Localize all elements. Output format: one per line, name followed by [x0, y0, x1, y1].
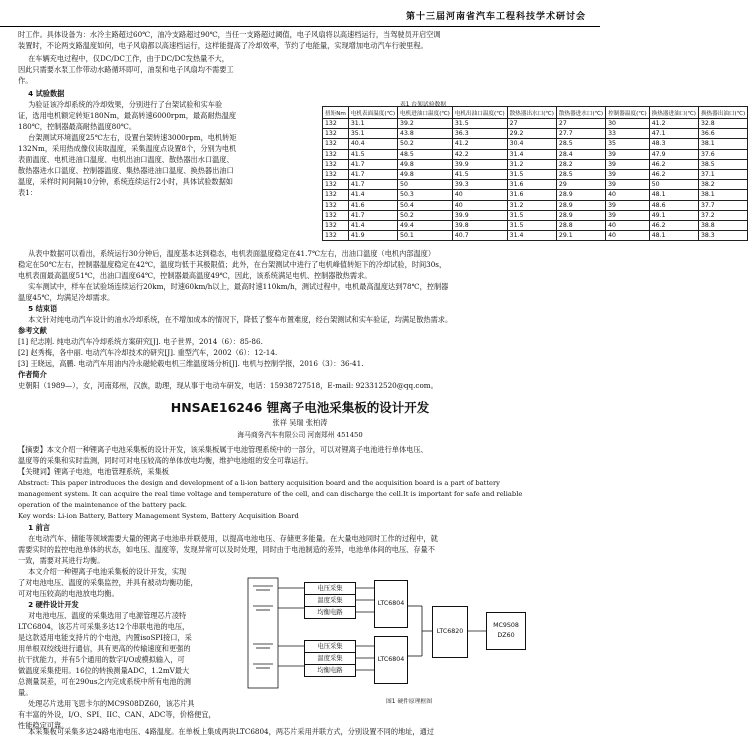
table-cell: 39	[606, 149, 650, 159]
table-header-cell: 换热器出油口(℃)	[698, 107, 747, 119]
table-row	[323, 180, 748, 190]
table-cell: 49.4	[398, 220, 453, 230]
table-cell: 50.4	[398, 200, 453, 210]
table-cell: 40	[606, 231, 650, 241]
table-cell: 132	[323, 129, 349, 139]
table-cell: 39.2	[398, 119, 453, 129]
table-cell: 38.2	[698, 180, 747, 190]
section-4-line: 温度，采样时间间隔10分钟，系统连续运行2小时，具体试验数据如	[18, 177, 233, 186]
table-cell: 28.9	[556, 210, 605, 220]
section-4-line: 180℃，控制器最高耐热温度80℃。	[18, 122, 137, 131]
section-4-line: 台架测试环境温度25℃左右，设置台架转速3000rpm，电机转矩	[28, 133, 237, 142]
table-cell: 39	[606, 210, 650, 220]
table-header-cell: 换热器进油口(℃)	[649, 107, 698, 119]
table-cell: 41.7	[348, 180, 397, 190]
section-4-line: 证，选用电机额定转矩180Nm，最高转速6000rpm，最高耐热温度	[18, 111, 237, 120]
table-cell: 46.2	[649, 159, 698, 169]
table-cell: 38.5	[698, 159, 747, 169]
table-cell: 31.5	[507, 220, 556, 230]
table-1-caption: 表1 台架试验数据	[400, 102, 447, 108]
table-cell: 50.2	[398, 139, 453, 149]
table-cell: 36.6	[698, 129, 747, 139]
table-row	[323, 119, 748, 129]
keywords-cn: 【关键词】锂离子电池，电池管理系统，采集板	[18, 467, 169, 476]
table-header-cell: 扭矩Nm	[323, 107, 349, 119]
table-cell: 36.3	[452, 129, 507, 139]
table-cell: 27	[556, 119, 605, 129]
table-cell: 31.5	[507, 210, 556, 220]
table-cell: 29.2	[507, 129, 556, 139]
table-row	[323, 169, 748, 179]
table-cell: 39	[606, 159, 650, 169]
table-header-cell: 散热器进水口(℃)	[556, 107, 605, 119]
table-cell: 28.4	[556, 149, 605, 159]
table-row	[323, 200, 748, 210]
result-line: 电机表面最高温度51℃，出油口温度64℃，控制器最高温度49℃，因此，该系统满足电机、控制器散热需求。	[18, 271, 372, 280]
abstract-cn-line: 温度等的采集和实时监测，同时可对电压较高的单体放电均衡，维护电池组的安全可靠运行。	[18, 456, 313, 465]
section-1-line: 一致，需要对其进行均衡。	[18, 556, 105, 565]
table-cell: 50.3	[398, 190, 453, 200]
table-cell: 39.9	[452, 210, 507, 220]
body-line: 本采集板可采集多达24路电池电压、4路温度。在单板上集成两块LTC6804，两芯片采用并联方式，分别设置不同的地址，通过	[28, 727, 434, 736]
journal-header	[0, 0, 600, 27]
body-line: 性能稳定可靠。	[18, 721, 69, 730]
table-cell: 28.9	[556, 190, 605, 200]
section-4-line: 132Nm，采用热成像仪读取温度，采集温度点设置8个，分别为电机	[18, 144, 237, 153]
table-cell: 40	[606, 220, 650, 230]
table-row	[323, 190, 748, 200]
references-heading: 参考文献	[18, 326, 47, 335]
table-header-cell: 电机出油口温度(℃)	[452, 107, 507, 119]
table-cell: 37.2	[698, 210, 747, 220]
table-cell: 132	[323, 190, 349, 200]
table-cell: 46.2	[649, 169, 698, 179]
journal-name: 第十三届河南省汽车工程科技学术研讨会	[405, 12, 586, 22]
table-cell: 38.3	[698, 231, 747, 241]
table-cell: 48.6	[649, 200, 698, 210]
table-cell: 132	[323, 119, 349, 129]
table-cell: 132	[323, 210, 349, 220]
table-cell: 40	[606, 190, 650, 200]
mcu-block	[486, 612, 526, 650]
table-cell: 38.1	[698, 190, 747, 200]
body-line: 对电池电压、温度的采集选用了电源管理芯片凌特	[28, 611, 187, 620]
table-cell: 28.5	[556, 169, 605, 179]
table-cell: 41.2	[452, 139, 507, 149]
table-row	[323, 129, 748, 139]
table-cell: 39.9	[452, 159, 507, 169]
body-line: 处理芯片选用飞思卡尔的MC9S08DZ60，该芯片具	[28, 699, 195, 708]
section-4-line: 散热器进水口温度、控制器温度、集热器进油口温度、换热器出油口	[18, 166, 234, 175]
table-cell: 132	[323, 169, 349, 179]
table-header-cell: 散热器出水口(℃)	[507, 107, 556, 119]
ltc6804-block-2: LTC6804	[374, 636, 408, 684]
table-cell: 50.1	[398, 231, 453, 241]
table-cell: 39.8	[452, 220, 507, 230]
section-4-heading: 4 试验数据	[28, 89, 65, 98]
abstract-en-line: Abstract: This paper introduces the design and development of a li-ion battery acquisition board and the acquisition board is a part of battery	[18, 479, 500, 487]
table-cell: 40	[452, 200, 507, 210]
table-row	[323, 210, 748, 220]
section-1-line: 在电动汽车、储能等领域需要大量的锂离子电池串并联使用，以提高电池电压、存储更多能量。在大量电池同时工作的过程中，就	[28, 534, 438, 543]
table-cell: 132	[323, 231, 349, 241]
section-1-line: 需要实时的监控电池单体的状态，如电压、温度等，发现异常可以及时处理，同时由于电池制造的差异，电池单体间的电压、存量不	[18, 545, 435, 554]
reference-item: [1] 纪志刚. 纯电动汽车冷却系统方案研究[J]. 电子世界，2014（6）：85-86.	[18, 337, 263, 346]
left-col-line-2: 因此只需要水泵工作带动水路循环即可，油泵和电子风扇均不需要工	[18, 65, 234, 74]
abstract-en-line: management system. It can acquire the real time voltage and temperature of the cell, and can discharge the cell.It is important for safe and reliable	[18, 490, 523, 498]
body-line: 可对电压较高的电池放电均衡。	[18, 589, 119, 598]
ltc6820-block: LTC6820	[432, 606, 468, 658]
table-cell: 40.7	[452, 231, 507, 241]
table-cell: 38.1	[698, 139, 747, 149]
result-line: 稳定在50℃左右，控制器温度稳定在42℃，温度均低于其极限值；此外，在台架测试中进行了电机峰值转矩下的冷却试验，时间30s，	[18, 260, 447, 269]
section-5-line: 本文针对纯电动汽车设计的油水冷却系统，在不增加成本的情况下，降低了整车布置难度，经台架测试和实车验证，均满足散热需求。	[28, 315, 453, 324]
author-intro-line: 史朝阳（1989—），女，河南郑州，汉族，助理，现从事于电动车研发，电话：15938727518，E-mail: 923312520@qq.com。	[18, 381, 438, 390]
table-cell: 31.6	[507, 180, 556, 190]
table-cell: 28.8	[556, 220, 605, 230]
table-row	[323, 159, 748, 169]
table-cell: 37.6	[698, 149, 747, 159]
table-cell: 50.2	[398, 210, 453, 220]
table-cell: 39	[606, 180, 650, 190]
table-cell: 41.7	[348, 210, 397, 220]
body-line: 抗干扰能力，并有5个通用的数字I/O或模拟输入，可	[18, 655, 185, 664]
table-cell: 41.4	[348, 220, 397, 230]
section-2-heading: 2 硬件设计开发	[28, 600, 79, 609]
section-4-line: 为验证该冷却系统的冷却效果，分别进行了台架试验和实车验	[28, 100, 223, 109]
intro-line-1: 时工作。具体设备为：水冷主路超过60℃，油冷支路超过90℃，当任一支路超过阈值，电子风扇将以高速档运行，当驾驶员开启空调	[18, 30, 441, 39]
body-line: 本文介绍一种锂离子电池采集板的设计开发，实现	[28, 567, 187, 576]
table-cell: 28.5	[556, 139, 605, 149]
body-line: 有丰富的外设，I/O、SPI、IIC、CAN、ADC等，价格便宜，	[18, 710, 216, 719]
table-cell: 41.7	[348, 159, 397, 169]
table-cell: 43.8	[398, 129, 453, 139]
table-cell: 28.2	[556, 159, 605, 169]
figure-1-caption: 图1 硬件原理框图	[386, 699, 433, 705]
table-cell: 41.5	[452, 169, 507, 179]
abstract-cn-line: 【摘要】本文介绍一种锂离子电池采集板的设计开发，该采集板属于电池管理系统中的一部分，可以对锂离子电池进行单体电压、	[18, 445, 428, 454]
table-cell: 132	[323, 200, 349, 210]
table-cell: 48.1	[649, 190, 698, 200]
table-cell: 40.4	[348, 139, 397, 149]
table-cell: 28.9	[556, 200, 605, 210]
table-row	[323, 231, 748, 241]
table-cell: 27	[507, 119, 556, 129]
table-1	[322, 106, 748, 241]
voltage-acquisition-block-1: 电压采集	[304, 582, 356, 595]
table-cell: 41.7	[348, 169, 397, 179]
table-cell: 48.3	[649, 139, 698, 149]
author-intro-heading: 作者简介	[18, 370, 47, 379]
body-line: 做温度采集使用。16位的转换测量ADC，1.2mV最大	[18, 666, 190, 675]
table-cell: 46.2	[649, 220, 698, 230]
table-cell: 50	[398, 180, 453, 190]
temperature-acquisition-block-1: 温度采集	[304, 594, 356, 607]
table-cell: 41.9	[348, 231, 397, 241]
table-cell: 50	[649, 180, 698, 190]
table-cell: 31.5	[452, 119, 507, 129]
article-authors: 张祥 吴瑞 张柏涛	[272, 418, 328, 427]
table-cell: 31.1	[348, 119, 397, 129]
table-cell: 48.1	[649, 231, 698, 241]
body-line: 用单根双绞线进行通信，具有更高的传输速度和更强的	[18, 644, 191, 653]
table-cell: 37.7	[698, 200, 747, 210]
article-affiliation: 海马商务汽车有限公司 河南郑州 451450	[237, 431, 363, 439]
section-4-line: 表1：	[18, 188, 37, 197]
table-header-cell: 电机表面温度(℃)	[348, 107, 397, 119]
left-col-line-3: 作。	[18, 76, 33, 85]
intro-line-2: 装置时，不论两支路温度如何，电子风扇都以高速档运行，这样能提高了冷却效率，节约了电能量，实现增加电动汽车行驶里程。	[18, 41, 428, 50]
table-cell: 49.8	[398, 159, 453, 169]
table-row	[323, 149, 748, 159]
table-header-cell: 电机进油口温度(℃)	[398, 107, 453, 119]
table-cell: 31.6	[507, 190, 556, 200]
figure-1-hardware-block-diagram	[246, 576, 586, 708]
left-col-line-1: 在车辆充电过程中，仅DC/DC工作，由于DC/DC发热量不大，	[28, 54, 229, 63]
table-cell: 30.4	[507, 139, 556, 149]
table-cell: 132	[323, 159, 349, 169]
table-cell: 39	[606, 169, 650, 179]
body-line: 了对电池电压、温度的采集监控，并具有被动均衡功能，	[18, 578, 198, 587]
table-cell: 31.4	[507, 231, 556, 241]
body-line: 量。	[18, 688, 33, 697]
table-cell: 37.1	[698, 169, 747, 179]
table-cell: 41.2	[649, 119, 698, 129]
result-line: 温度45℃，均满足冷却需求。	[18, 293, 115, 302]
table-cell: 38.8	[698, 220, 747, 230]
table-cell: 31.2	[507, 159, 556, 169]
result-line: 从表中数据可以看出，系统运行30分钟后，温度基本达到稳态，电机表面温度稳定在41.7℃左右，出油口温度（电机内部温度）	[28, 249, 436, 258]
section-5-heading: 5 结束语	[28, 304, 58, 313]
table-cell: 31.5	[507, 169, 556, 179]
balance-circuit-block-2: 均衡电路	[304, 664, 356, 677]
table-cell: 41.6	[348, 200, 397, 210]
table-cell: 132	[323, 180, 349, 190]
mcu-label-line-2: DZ60	[497, 632, 515, 639]
section-1-heading: 1 前言	[28, 523, 50, 532]
table-cell: 31.2	[507, 200, 556, 210]
figure-1-connectors	[246, 576, 586, 708]
body-line: 总测量误差，可在290us之内完成系统中所有电池的测	[18, 677, 191, 686]
table-cell: 49.1	[649, 210, 698, 220]
reference-item: [3] 王晓远，高鹏. 电动汽车用油内冷永磁轮毂电机三维温度场分析[J]. 电机与控制学报，2016（3）：36-41.	[18, 359, 364, 368]
table-cell: 47.1	[649, 129, 698, 139]
table-cell: 48.5	[398, 149, 453, 159]
battery-pack-symbol	[248, 578, 278, 688]
table-header-row	[323, 107, 748, 119]
table-cell: 30	[606, 119, 650, 129]
table-cell: 35	[606, 139, 650, 149]
table-cell: 42.2	[452, 149, 507, 159]
table-cell: 32.8	[698, 119, 747, 129]
table-cell: 35.1	[348, 129, 397, 139]
table-cell: 29.1	[556, 231, 605, 241]
section-4-line: 表面温度、电机进油口温度、电机出油口温度、散热器出水口温度、	[18, 155, 234, 164]
table-cell: 41.5	[348, 149, 397, 159]
table-cell: 31.4	[507, 149, 556, 159]
table-row	[323, 220, 748, 230]
table-cell: 132	[323, 149, 349, 159]
body-line: LTC6804，该芯片可采集多达12个串联电池的电压，	[18, 622, 190, 631]
table-cell: 39.3	[452, 180, 507, 190]
ltc6804-block-1: LTC6804	[374, 580, 408, 628]
temperature-acquisition-block-2: 温度采集	[304, 652, 356, 665]
abstract-en-line: operation of the maintenance of the battery pack.	[18, 501, 187, 509]
balance-circuit-block-1: 均衡电路	[304, 606, 356, 619]
voltage-acquisition-block-2: 电压采集	[304, 640, 356, 653]
table-cell: 47.9	[649, 149, 698, 159]
result-line: 实车测试中，样车在试验场连续运行20km，时速60km/h以上，最高时速110km/h，测试过程中，电机最高温度达到78℃，控制器	[28, 282, 449, 291]
table-cell: 132	[323, 220, 349, 230]
table-cell: 27.7	[556, 129, 605, 139]
table-cell: 49.8	[398, 169, 453, 179]
table-cell: 39	[606, 200, 650, 210]
table-header-cell: 控制器温度(℃)	[606, 107, 650, 119]
table-cell: 33	[606, 129, 650, 139]
table-cell: 132	[323, 139, 349, 149]
table-cell: 41.4	[348, 190, 397, 200]
reference-item: [2] 赵秀梅，各中丽. 电动汽车冷却技术的研究[J]. 重型汽车，2002（6）：12-14.	[18, 348, 278, 357]
table-row	[323, 139, 748, 149]
mcu-label-line-1: MC9S08	[493, 622, 519, 629]
keywords-en: Key words: Li-ion Battery, Battery Management System, Battery Acquisition Board	[18, 512, 299, 520]
body-line: 是这款适用电能支持片的个电池，内置isoSPI接口，采	[18, 633, 192, 642]
article-title: HNSAE16246 锂离子电池采集板的设计开发	[170, 400, 430, 415]
table-cell: 29	[556, 180, 605, 190]
table-cell: 40	[452, 190, 507, 200]
